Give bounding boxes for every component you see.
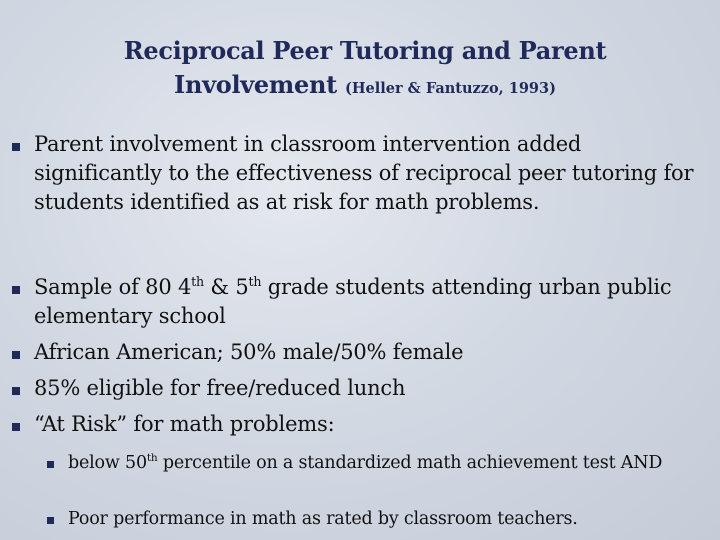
title-citation: (Heller & Fantuzzo, 1993)	[344, 80, 556, 97]
sub-bullet-text: below 50	[68, 453, 147, 473]
bullet-text: Sample of 80 4	[34, 275, 192, 299]
square-bullet-icon	[12, 286, 20, 294]
sub-bullet-item	[68, 451, 708, 475]
bullet-item: Parent involvement in classroom intervention added significantly to the effectiveness of reciprocal peer tutoring for students identified as at risk for math problems.	[34, 132, 694, 214]
bullet-text: & 5	[203, 275, 249, 299]
square-bullet-icon	[12, 351, 20, 359]
superscript: th	[146, 452, 158, 465]
bullet-item: 85% eligible for free/reduced lunch	[34, 376, 406, 400]
square-bullet-icon	[12, 423, 20, 431]
square-bullet-icon	[47, 517, 54, 524]
sub-bullet-item: Poor performance in math as rated by classroom teachers.	[68, 509, 578, 529]
superscript: th	[248, 273, 262, 289]
bullet-text: grade students attending urban public elementary school	[34, 275, 672, 328]
sub-bullet-text: percentile on a standardized math achievement test AND	[157, 453, 663, 473]
bullet-item: African American; 50% male/50% female	[34, 340, 464, 364]
bullet-item	[34, 273, 694, 331]
superscript: th	[191, 273, 204, 289]
square-bullet-icon	[12, 387, 20, 395]
square-bullet-icon	[47, 461, 54, 468]
square-bullet-icon	[12, 143, 20, 151]
bullet-item: “At Risk” for math problems:	[34, 412, 335, 436]
title-line-2-text: Involvement	[174, 70, 337, 99]
title-line-1: Reciprocal Peer Tutoring and Parent	[123, 36, 607, 65]
